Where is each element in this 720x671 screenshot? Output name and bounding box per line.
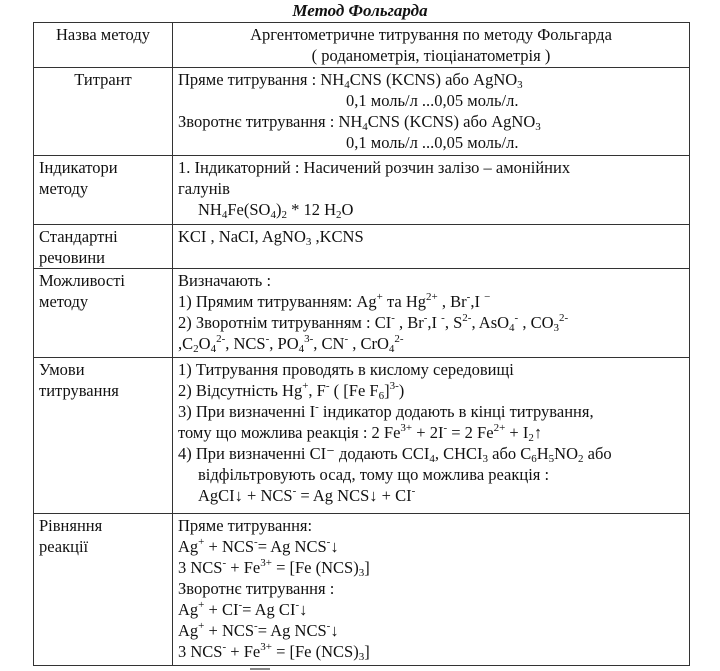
label-equations: Рівняння реакції xyxy=(34,514,173,666)
row-titrant xyxy=(34,68,690,156)
condition-3: 3) При визначенні I- індикатор додають в кінці титрування, xyxy=(178,401,594,421)
row-equations xyxy=(34,514,690,666)
label-titrant: Титрант xyxy=(34,68,173,156)
equation-direct-1: Ag+ + NCS-= Ag NCS-↓ xyxy=(178,536,339,556)
titrant-back: Зворотнє титрування : $NH_4CNS$ (KCNS) або AgNO$_3$ xyxy=(178,112,541,133)
condition-3-reaction: тому що можлива реакція : 2 $Fe^{3+} + 2I^- = 2$ $Fe^{2+}$ + $I_2↑$ xyxy=(178,422,543,444)
condition-4-reaction: AgCI↓ + NCS- = Ag NCS↓ + CI- xyxy=(198,485,416,505)
document-title: Метод Фольгарда xyxy=(292,1,428,20)
standards-list: KCI , NaCI, AgNO$_3$ ,KCNS xyxy=(178,227,364,248)
condition-2: 2) Відсутність Hg+, F- ( [Fe $F_6]^{3-}$) xyxy=(178,380,405,402)
method-name-subtitle: ( роданометрія, тіоціанатометрія ) xyxy=(311,46,551,65)
equations-back-heading: Зворотнє титрування : xyxy=(178,579,335,598)
capabilities-heading: Визначають : xyxy=(178,271,272,290)
condition-4-cont: відфільтровують осад, тому що можлива реакція : xyxy=(198,465,550,484)
equation-back-1: Ag+ + CI-= Ag CI-↓ xyxy=(178,599,308,619)
value-method-name xyxy=(173,23,690,68)
capabilities-direct: 1) Прямим титруванням: Ag+ та $Hg^{2+}$ , Br-,I − xyxy=(178,291,491,311)
condition-1: 1) Титрування проводять в кислому середовищі xyxy=(178,360,514,379)
value-conditions xyxy=(173,358,690,514)
label-method-name: Назва методу xyxy=(34,23,173,68)
row-conditions xyxy=(34,358,690,514)
equation-back-2: Ag+ + NCS-= Ag NCS-↓ xyxy=(178,620,339,640)
value-capabilities xyxy=(173,269,690,358)
label-conditions: Умови титрування xyxy=(34,358,173,514)
method-name-line: Аргентометричне титрування по методу Фольгарда xyxy=(250,25,612,44)
equation-back-3: 3 $NCS^- + Fe^{3+} = [Fe$ $(NCS)_3$] xyxy=(178,641,370,663)
indicator-formula: $NH_4Fe(SO_4)_2 * 12$ $H_2O$ xyxy=(198,200,354,221)
value-equations xyxy=(173,514,690,666)
titrant-back-concentration: 0,1 моль/л ...0,05 моль/л. xyxy=(346,133,519,152)
indicator-line-2: галунів xyxy=(178,179,230,198)
condition-4: 4) При визначенні CI⁻ додають $CCI_4$, $CHCI_3$ або $C_6H_5NO_2$ або xyxy=(178,444,612,465)
row-capabilities xyxy=(34,269,690,358)
equation-direct-2: 3 $NCS^- + Fe^{3+} = [Fe$ $(NCS)_3$] xyxy=(178,557,370,579)
label-indicators: Індикатори методу xyxy=(34,156,173,225)
value-titrant xyxy=(173,68,690,156)
row-method-name xyxy=(34,23,690,68)
method-table xyxy=(33,22,690,666)
row-standards xyxy=(34,225,690,269)
value-indicators xyxy=(173,156,690,225)
titrant-direct: Пряме титрування : $NH_4CNS$ (KCNS) або AgNO$_3$ xyxy=(178,70,523,91)
equations-direct-heading: Пряме титрування: xyxy=(178,516,313,535)
row-indicators xyxy=(34,156,690,225)
capabilities-back: 2) Зворотнім титруванням : CI- , Br-,I -, $S^{2-}$, AsO$_4$- , $CO_3^{2-}$ xyxy=(178,312,569,334)
value-standards xyxy=(173,225,690,269)
label-capabilities: Можливості методу xyxy=(34,269,173,358)
clipped-next-line xyxy=(240,664,460,671)
label-standards: Стандартні речовини xyxy=(34,225,173,269)
capabilities-back-cont: $,C_2O_4^{2-}$, NCS-, $PO_4^{3-}$, CN- , CrO$_4^{2-}$ xyxy=(178,333,404,355)
titrant-direct-concentration: 0,1 моль/л ...0,05 моль/л. xyxy=(346,91,519,110)
indicator-line-1: 1. Індикаторний : Насичений розчин залізо – амонійних xyxy=(178,158,571,177)
